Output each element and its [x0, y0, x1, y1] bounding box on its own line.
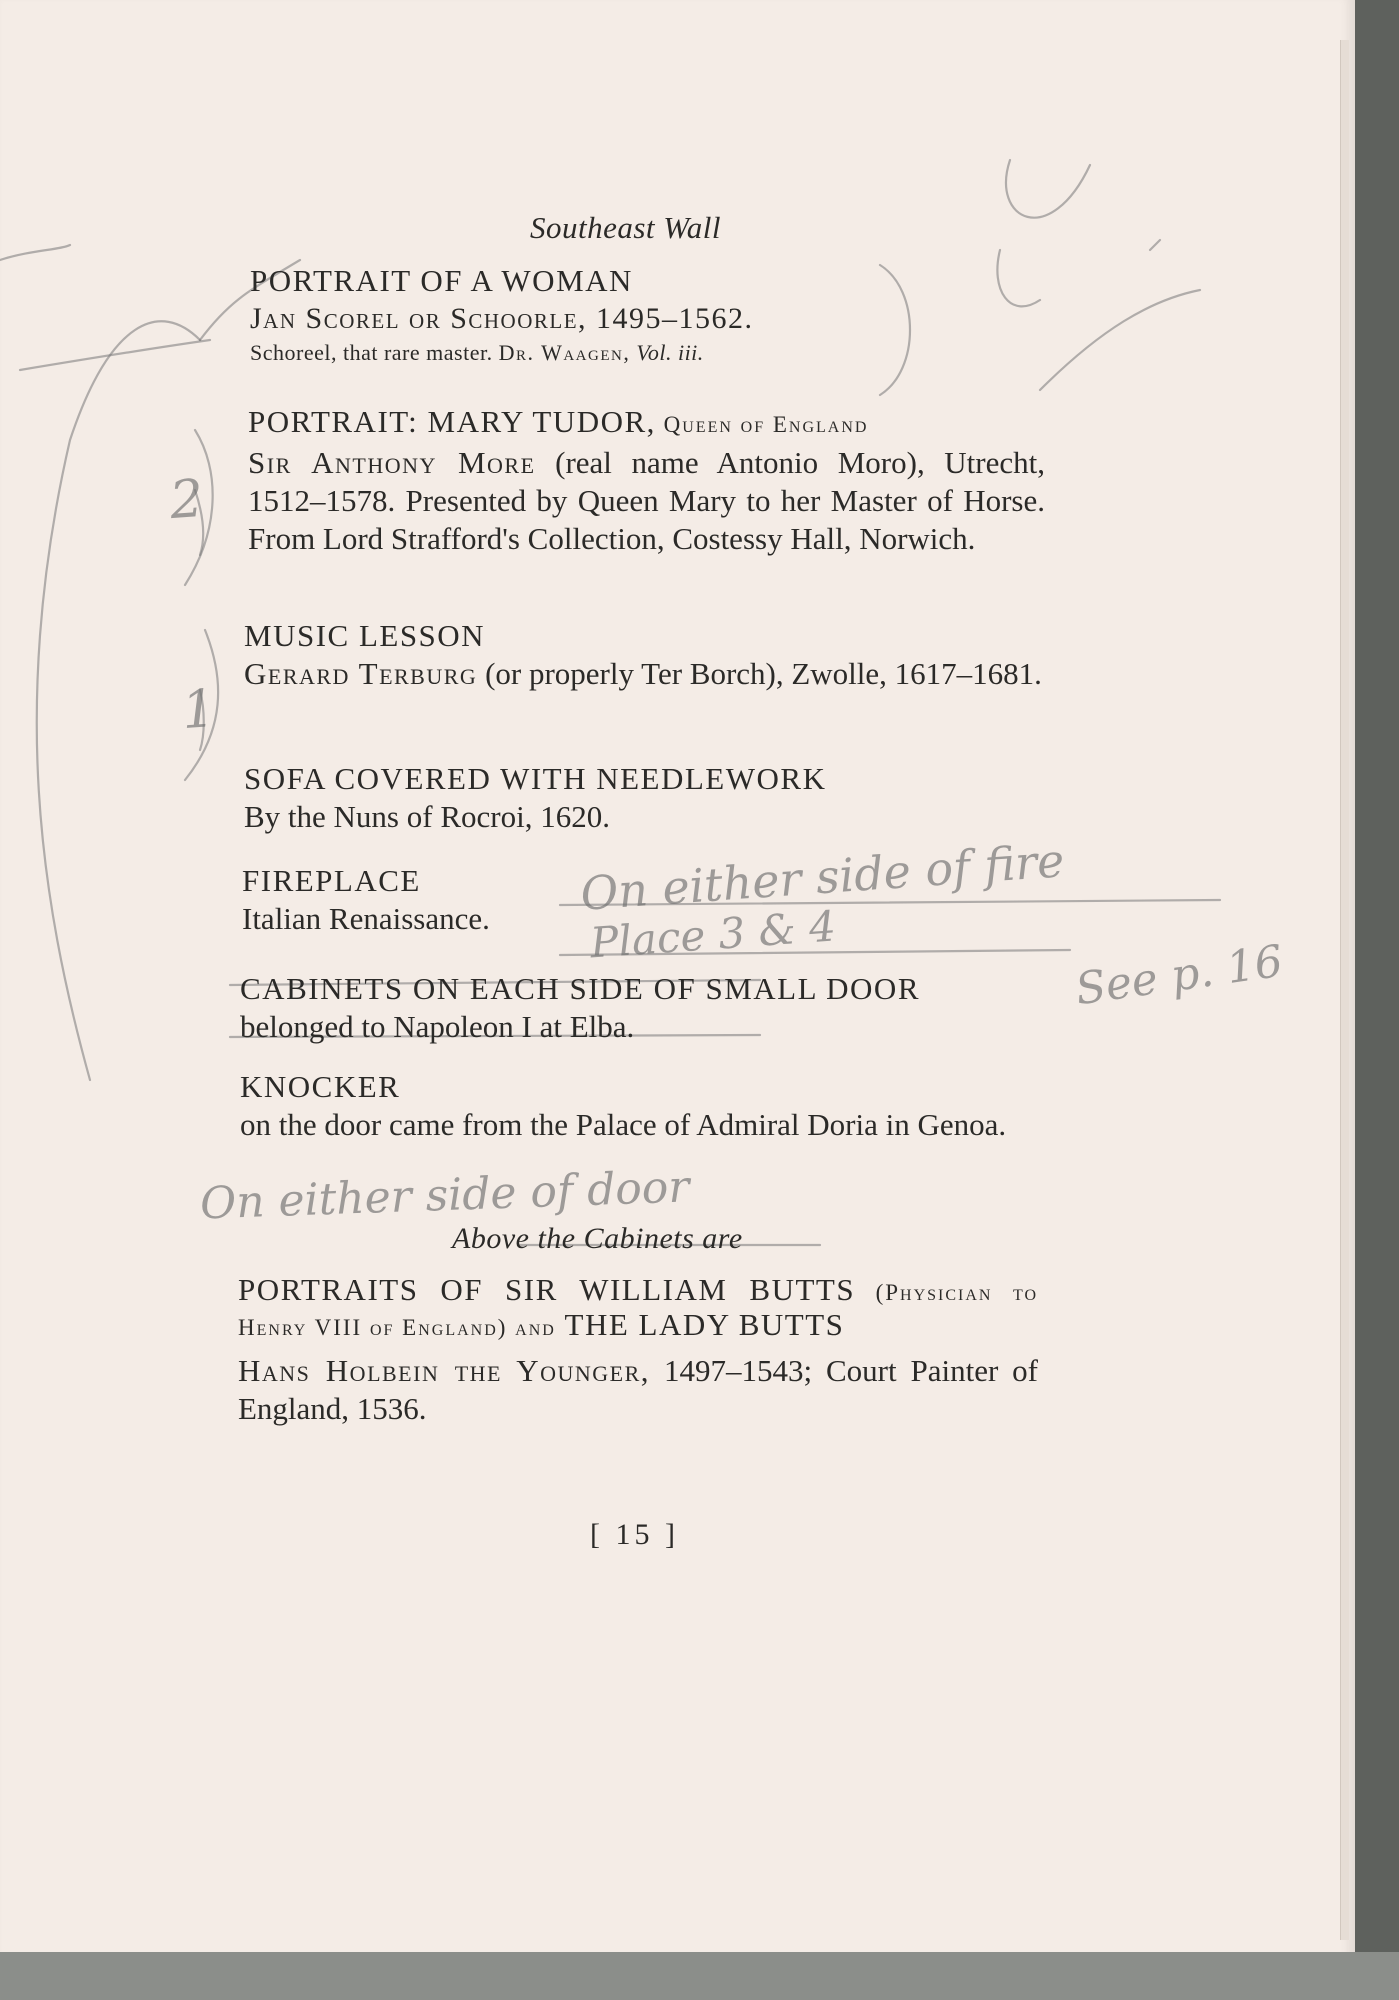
entry-portrait-woman	[250, 262, 1060, 368]
note-author: Dr. Waagen,	[498, 340, 631, 365]
entry-title-main: PORTRAITS OF SIR WILLIAM BUTTS	[238, 1272, 856, 1307]
entry-title: MUSIC LESSON	[244, 618, 486, 653]
entry-artist: Sir Anthony More	[248, 445, 536, 480]
entry-title: FIREPLACE	[242, 863, 421, 898]
entry-body: By the Nuns of Rocroi, 1620.	[244, 799, 610, 834]
entry-description: (real name Antonio Moro), Utrecht, 1512–1578. Presented by Queen Mary to her Master of Horse. From Lord Strafford's Collection, Costessy Hall, Norwich.	[248, 445, 1045, 556]
pencil-number-2: 2	[167, 468, 206, 532]
entry-description: (or properly Ter Borch), Zwolle, 1617–1681.	[477, 656, 1042, 691]
entry-body: belonged to Napoleon I at Elba.	[240, 1009, 635, 1044]
note-ref: Vol. iii.	[630, 340, 704, 365]
pencil-note-see: See p. 16	[1072, 935, 1286, 1016]
page-number: [ 15 ]	[590, 1518, 679, 1551]
entry-title-sub: Queen of England	[655, 412, 869, 437]
pencil-number-1: 1	[179, 678, 218, 742]
entry-title: CABINETS ON EACH SIDE OF SMALL DOOR	[240, 971, 920, 1006]
entry-title-end: THE LADY BUTTS	[555, 1307, 845, 1342]
entry-title: SOFA COVERED WITH NEEDLEWORK	[244, 761, 827, 796]
entry-title	[248, 403, 1045, 444]
entry-artist: Hans Holbein the Younger,	[238, 1353, 651, 1388]
pencil-note-place: Place 3 & 4	[588, 901, 838, 968]
entry-body	[238, 1352, 1038, 1428]
entry-knocker	[240, 1068, 1040, 1144]
entry-music-lesson	[244, 617, 1044, 693]
entry-title-paren: (Physician to Henry VIII of England) and	[238, 1280, 1038, 1340]
entry-mary-tudor	[248, 403, 1045, 558]
entry-cabinets	[240, 970, 1050, 1046]
entry-artist: Gerard Terburg	[244, 656, 478, 691]
section-heading: Southeast Wall	[530, 210, 722, 245]
entry-note	[250, 338, 1060, 368]
entry-body: on the door came from the Palace of Admiral Doria in Genoa.	[240, 1107, 1007, 1142]
entry-body: Italian Renaissance.	[242, 901, 490, 936]
entry-sofa	[244, 760, 1054, 836]
entry-title: KNOCKER	[240, 1069, 401, 1104]
pencil-note-fire: On either side of fire	[578, 833, 1066, 921]
subheading: Above the Cabinets are	[452, 1222, 743, 1255]
entry-description: 1497–1543; Court Painter of England, 1536.	[238, 1353, 1038, 1426]
entry-title	[238, 1274, 1038, 1344]
entry-body	[244, 655, 1044, 693]
entry-title-main: PORTRAIT: MARY TUDOR,	[248, 404, 656, 439]
entry-artist: Jan Scorel or Schoorle, 1495–1562.	[250, 302, 754, 335]
entry-body	[248, 444, 1045, 558]
entry-butts-portraits	[238, 1274, 1038, 1428]
pencil-note-door: On either side of door	[199, 1161, 691, 1230]
entry-title: PORTRAIT OF A WOMAN	[250, 263, 633, 298]
note-text: Schoreel, that rare master.	[250, 340, 499, 365]
